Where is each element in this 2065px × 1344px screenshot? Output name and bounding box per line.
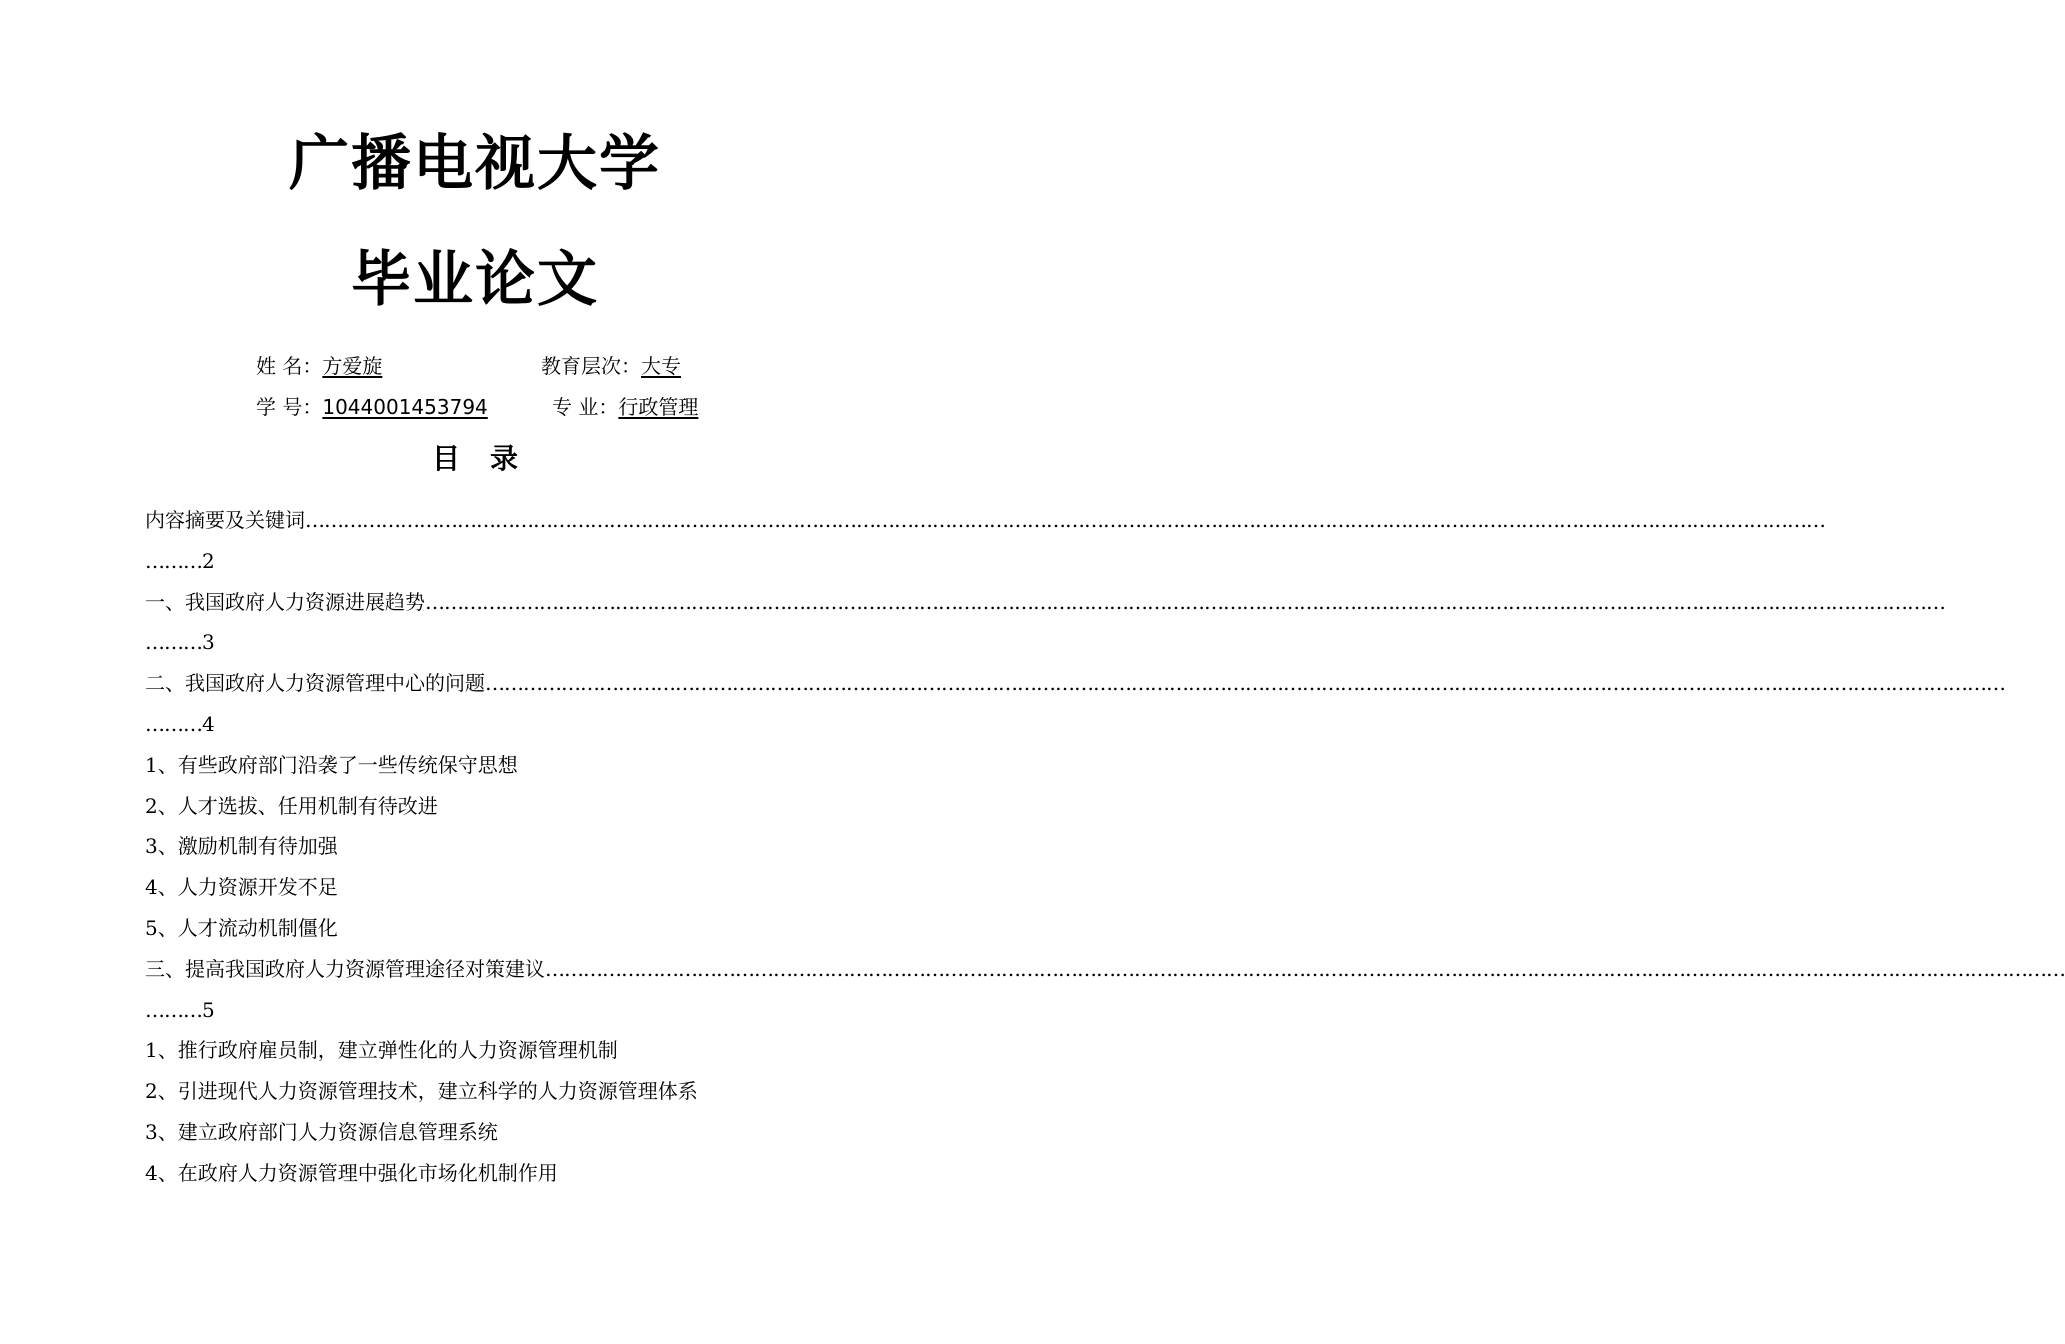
student-id-value: 1044001453794 [322,395,488,419]
toc-leader-dots: …………………………………………………………………………………………………………………………………………………………………………………………………………………… [545,956,2065,981]
toc-entry-text: 3、激励机制有待加强 [145,834,338,859]
toc-leader-dots: …………………………………………………………………………………………………………………………………………………………………………………………………………………… [305,508,1825,532]
education-level-row [541,356,681,376]
toc-entry[interactable] [145,752,795,777]
toc-leader-dots: ……… [145,712,202,736]
toc-entry[interactable] [145,508,1825,532]
toc-page-number-line [145,997,215,1022]
toc-entry-text: 内容摘要及关键词 [145,508,305,532]
toc-entry[interactable] [145,1038,795,1063]
toc-entry-text: 二、我国政府人力资源管理中心的问题 [145,671,485,696]
major-label: 专 业： [552,395,619,419]
toc-heading: 目录 [431,442,548,475]
education-level-value: 大专 [641,354,681,378]
major-value: 行政管理 [618,395,699,419]
toc-entry-text: 3、建立政府部门人力资源信息管理系统 [145,1120,498,1144]
toc-entry-text: 2、引进现代人力资源管理技术，建立科学的人力资源管理体系 [145,1079,698,1104]
toc-entry-text: 1、有些政府部门沿袭了一些传统保守思想 [145,752,518,777]
student-id-row [256,397,488,417]
toc-entry[interactable] [145,956,2065,981]
toc-entry[interactable] [145,589,1945,614]
toc-entry[interactable] [145,1122,795,1142]
toc-page-number: 2 [202,548,215,573]
toc-entry[interactable] [145,834,795,859]
student-name-label: 姓 名： [256,354,323,378]
toc-page-number: 3 [202,630,215,655]
toc-leader-dots: ……… [145,997,202,1022]
toc-entry[interactable] [145,1079,795,1104]
toc-entry-text: 5、人才流动机制僵化 [145,916,338,940]
education-level-label: 教育层次： [541,354,641,378]
toc-entry[interactable] [145,875,795,900]
toc-entry[interactable] [145,793,795,818]
toc-entry[interactable] [145,1160,795,1185]
toc-entry[interactable] [145,671,2005,696]
toc-leader-dots: …………………………………………………………………………………………………………………………………………………………………………………………………………………… [485,671,2005,696]
toc-entry-text: 2、人才选拔、任用机制有待改进 [145,793,438,818]
document-type-title: 毕业论文 [351,245,599,315]
toc-page-number-line [145,548,215,573]
toc-leader-dots: ……… [145,548,202,573]
toc-page-number-line [145,714,215,734]
toc-page-number: 4 [202,712,215,736]
student-name-value: 方爱旋 [322,354,383,378]
toc-page-number-line [145,630,215,655]
school-title: 广播电视大学 [289,129,661,199]
toc-entry[interactable] [145,918,795,938]
toc-entry-text: 4、人力资源开发不足 [145,875,338,900]
toc-entry-text: 一、我国政府人力资源进展趋势 [145,589,425,614]
toc-leader-dots: ……… [145,630,202,655]
toc-entry-text: 三、提高我国政府人力资源管理途径对策建议 [145,956,545,981]
toc-page-number: 5 [202,997,215,1022]
toc-entry-text: 1、推行政府雇员制，建立弹性化的人力资源管理机制 [145,1038,618,1063]
toc-leader-dots: …………………………………………………………………………………………………………………………………………………………………………………………………………………… [425,589,1945,614]
student-id-label: 学 号： [256,395,323,419]
major-row [552,397,698,417]
toc-entry-text: 4、在政府人力资源管理中强化市场化机制作用 [145,1160,558,1185]
student-name-row [256,356,382,376]
